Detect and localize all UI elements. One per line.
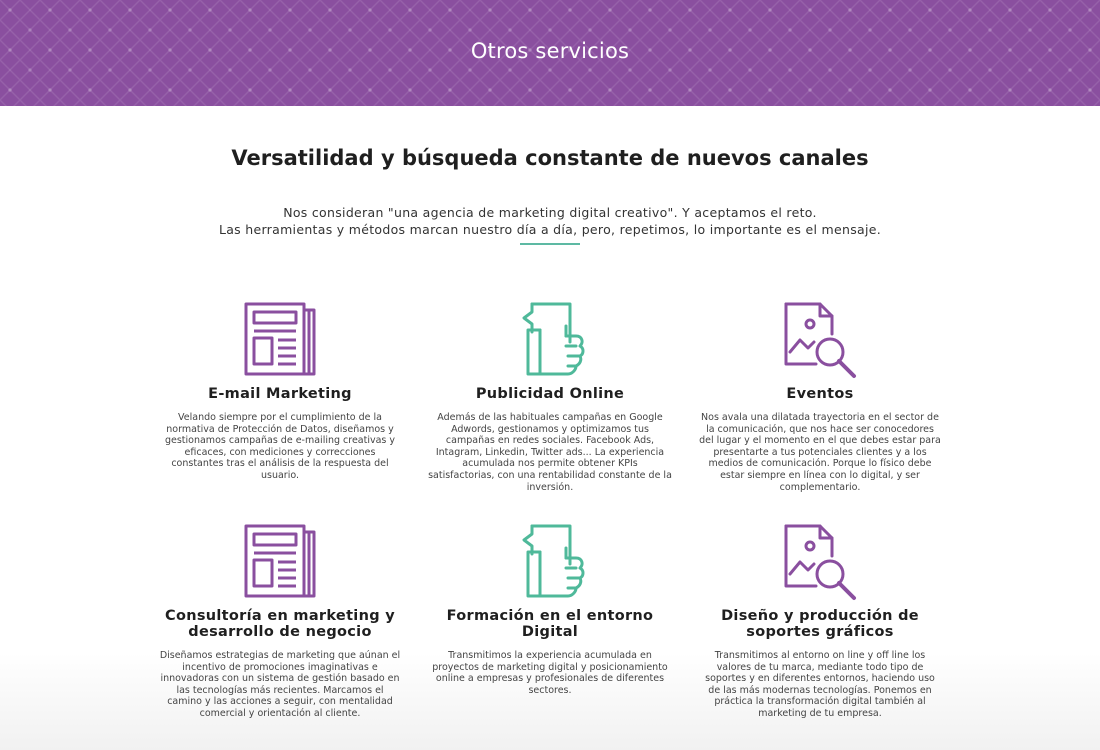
service-card-diseno	[690, 522, 950, 720]
service-title: Diseño y producción de soportes gráficos	[721, 608, 919, 640]
thumbs-up-icon	[510, 300, 590, 380]
service-title: Publicidad Online	[475, 386, 625, 402]
newspaper-icon	[240, 300, 320, 380]
service-card-consultoria	[150, 522, 410, 720]
service-title: Consultoría en marketing y desarrollo de negocio	[165, 608, 395, 640]
service-description: Velando siempre por el cumplimiento de la normativa de Protección de Datos, diseñamos y gestionamos campañas de e-mailing creativas y eficaces, con mediciones y correcciones constantes tras el análisis de la respuesta del usuario.	[164, 412, 396, 481]
image-search-icon	[780, 522, 860, 602]
section-headline: Versatilidad y búsqueda constante de nuevos canales	[231, 146, 869, 170]
services-section	[0, 106, 1100, 750]
service-card-formacion	[420, 522, 680, 696]
newspaper-icon	[240, 522, 320, 602]
service-card-publicidad-online	[420, 300, 680, 493]
page-header	[0, 0, 1100, 106]
intro-line-1: Nos consideran "una agencia de marketing digital creativo". Y aceptamos el reto.	[283, 205, 817, 220]
service-description: Nos avala una dilatada trayectoria en el sector de la comunicación, que nos hace ser conocedores del lugar y el momento en el que debes estar para presentarte a tus potenciales clientes y a los medios de comunicación. Porque lo físico debe estar siempre en línea con lo digital, y ser complementario.	[699, 412, 941, 493]
section-intro	[0, 204, 1100, 238]
thumbs-up-icon	[510, 522, 590, 602]
service-description: Además de las habituales campañas en Google Adwords, gestionamos y optimizamos tus campañas en redes sociales. Facebook Ads, Intagram, Linkedin, Twitter ads... La experiencia acumulada nos permite obtener KPIs satisfactorias, con una rentabilidad constante de la inversión.	[428, 412, 672, 493]
service-title: E-mail Marketing	[208, 386, 352, 402]
intro-line-2: Las herramientas y métodos marcan nuestro día a día, pero, repetimos, lo importante es el mensaje.	[218, 222, 882, 237]
service-description: Transmitimos la experiencia acumulada en proyectos de marketing digital y posicionamiento online a empresas y profesionales de diferentes sectores.	[432, 650, 668, 696]
service-card-email-marketing	[150, 300, 410, 482]
section-divider	[520, 243, 580, 245]
service-title: Eventos	[786, 386, 854, 402]
image-search-icon	[780, 300, 860, 380]
service-card-eventos	[690, 300, 950, 493]
service-description: Diseñamos estrategias de marketing que aúnan el incentivo de promociones imaginativas e innovadoras con un sistema de gestión basado en las tecnologías más recientes. Marcamos el camino y las acciones a seguir, con mentalidad comercial y orientación al cliente.	[159, 650, 401, 719]
service-title: Formación en el entorno Digital	[446, 608, 654, 640]
service-description: Transmitimos al entorno on line y off line los valores de tu marca, mediante todo tipo de soportes y en diferentes entornos, haciendo uso de las más modernas tecnologías. Ponemos en práctica la transformación digital también al marketing de tu empresa.	[705, 650, 935, 719]
page-title: Otros servicios	[470, 39, 630, 63]
